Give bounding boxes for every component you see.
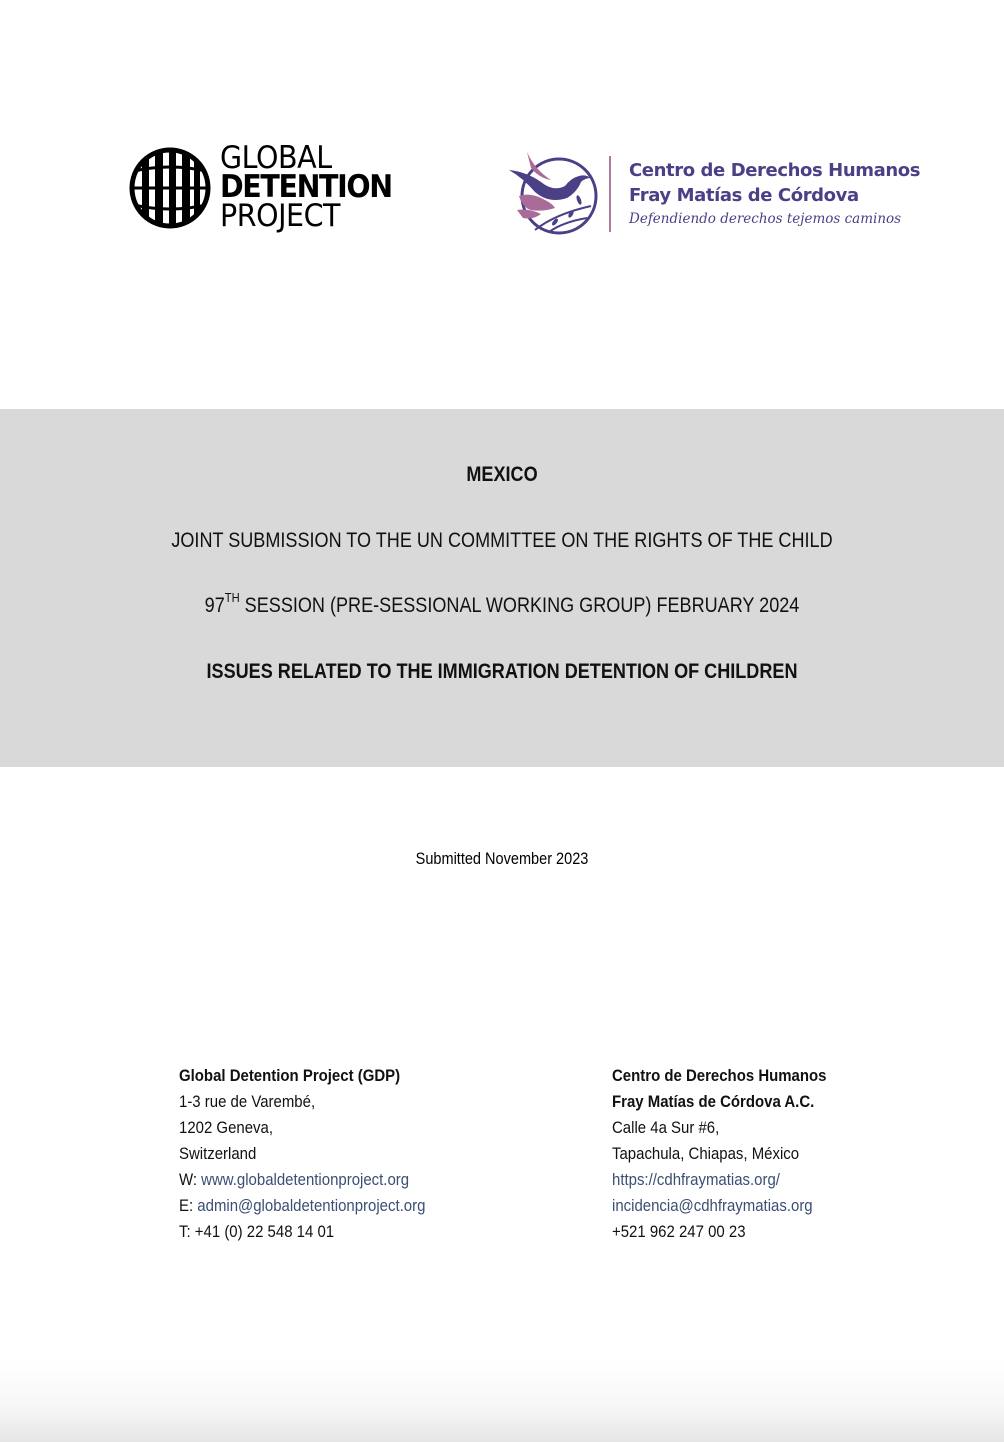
fray-address-line1: Calle 4a Sur #6, [612, 1118, 720, 1137]
fray-contact-block [612, 1063, 826, 1245]
gdp-email-link[interactable]: admin@globaldetentionproject.org [197, 1196, 426, 1215]
fray-email-link[interactable]: incidencia@cdhfraymatias.org [612, 1196, 813, 1215]
gdp-wordmark-line2: DETENTION [220, 169, 392, 205]
subject-heading: ISSUES RELATED TO THE IMMIGRATION DETENTION OF CHILDREN [206, 660, 798, 683]
gdp-contact-name: Global Detention Project (GDP) [179, 1066, 401, 1085]
gdp-wordmark-line1: GLOBAL [220, 140, 332, 176]
submission-title: JOINT SUBMISSION TO THE UN COMMITTEE ON THE RIGHTS OF THE CHILD [171, 529, 833, 552]
gdp-email-label: E: [179, 1196, 198, 1215]
fray-web-link[interactable]: https://cdhfraymatias.org/ [612, 1170, 780, 1189]
title-band [0, 409, 1004, 767]
fray-contact-name-line2: Fray Matías de Córdova A.C. [612, 1092, 815, 1111]
fray-wordmark-line2: Fray Matías de Córdova [629, 185, 859, 206]
gdp-email-row [179, 1193, 425, 1219]
fray-wordmark [629, 158, 920, 230]
gdp-web-row [179, 1167, 425, 1193]
gdp-contact-block [179, 1063, 425, 1245]
fray-contact-name-line1: Centro de Derechos Humanos [612, 1066, 827, 1085]
fray-wordmark-line1: Centro de Derechos Humanos [629, 160, 921, 181]
logo-divider [609, 156, 611, 232]
country-heading: MEXICO [466, 463, 538, 486]
gdp-logo [128, 140, 407, 234]
fray-tagline: Defendiendo derechos tejemos caminos [629, 211, 902, 227]
gdp-phone: T: +41 (0) 22 548 14 01 [179, 1222, 335, 1241]
session-details: SESSION (PRE-SESSIONAL WORKING GROUP) FEBRUARY 2024 [239, 594, 800, 617]
fray-address-line2: Tapachula, Chiapas, México [612, 1144, 800, 1163]
gdp-wordmark [220, 140, 407, 234]
page-bottom-shadow [0, 1360, 1004, 1442]
submitted-date: Submitted November 2023 [415, 850, 589, 868]
fray-matias-logo [505, 148, 920, 240]
gdp-address-line2: 1202 Geneva, [179, 1118, 273, 1137]
gdp-web-link[interactable]: www.globaldetentionproject.org [201, 1170, 410, 1189]
fray-phone: +521 962 247 00 23 [612, 1222, 746, 1241]
gdp-web-label: W: [179, 1170, 202, 1189]
globe-bars-icon [128, 146, 212, 230]
gdp-wordmark-line3: PROJECT [220, 198, 341, 234]
session-line [70, 590, 933, 618]
gdp-address-line3: Switzerland [179, 1144, 257, 1163]
session-suffix: TH [224, 590, 240, 605]
dove-emblem-icon [505, 148, 601, 240]
session-number: 97 [204, 594, 225, 617]
gdp-address-line1: 1-3 rue de Varembé, [179, 1092, 316, 1111]
